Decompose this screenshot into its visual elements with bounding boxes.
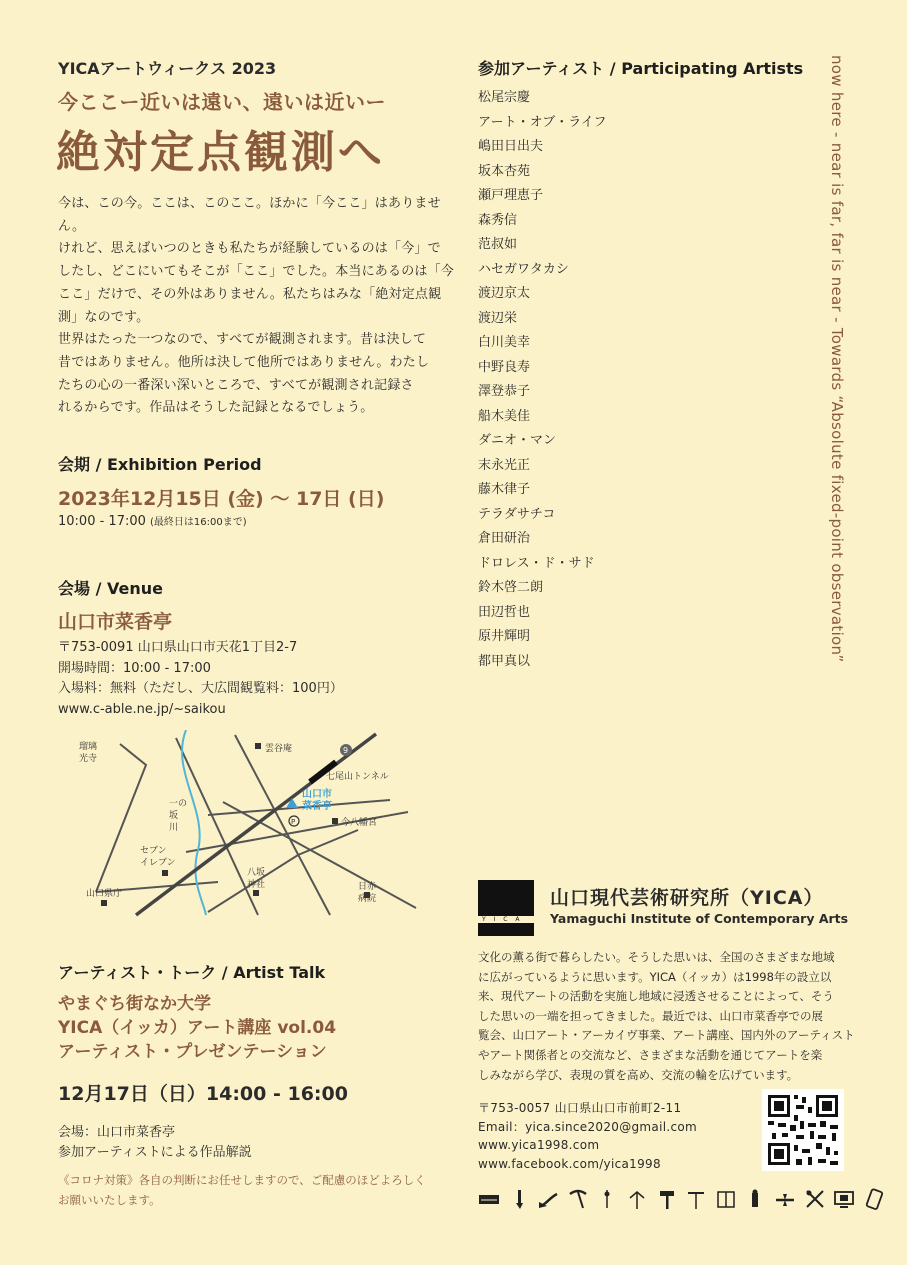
map-label: セブン (140, 846, 167, 856)
map-pin-icon (744, 1188, 766, 1210)
event-title: YICAアートウィークス 2023 (58, 59, 277, 78)
map-label: 一の (169, 799, 188, 809)
map-label: 雲谷庵 (265, 744, 293, 754)
map-label: 瑠璃 (79, 742, 98, 752)
venue-map (58, 730, 418, 920)
hammer-icon (656, 1188, 678, 1210)
org-name-en: Yamaguchi Institute of Contemporary Arts (550, 911, 849, 926)
artist-name: 渡辺京太 (478, 286, 531, 301)
org-website[interactable]: www.yica1998.com (478, 1138, 600, 1152)
artist-name: 松尾宗慶 (478, 90, 531, 105)
main-title: 絶対定点観測へ (56, 127, 385, 178)
about-line: した思いの一端を担ってきました。最近では、山口市菜香亭での展 (478, 1008, 823, 1023)
map-venue-label: 菜香亭 (302, 801, 332, 812)
map-label: 病院 (358, 894, 377, 904)
org-facebook[interactable]: www.facebook.com/yica1998 (478, 1156, 661, 1171)
artist-name: 原井輝明 (478, 629, 531, 644)
about-line: 文化の薫る街で暮らしたい。そうした思いは、全国のさまざまな地域 (478, 950, 835, 964)
talk-datetime: 12月17日（日）14:00 - 16:00 (58, 1083, 348, 1105)
about-line: 覧会、山口アート・アーカイヴ事業、アート講座、国内外のアーティスト (478, 1028, 855, 1043)
intro-text (58, 193, 458, 420)
logo-text: Y I C A (482, 916, 523, 923)
about-line: しみながら学び、表現の質を高め、交流の輪を広げています。 (478, 1067, 799, 1082)
map-label: 神社 (247, 880, 266, 890)
venue-open-hours: 開場時間：10:00 - 17:00 (58, 660, 211, 676)
venue-heading: 会場 / Venue (58, 579, 163, 598)
intro-line: 今は、この今。ここは、このここ。ほかに「今ここ」はありません。 (58, 196, 441, 234)
intro-line: 世界はたった一つなので、すべてが観測されます。昔は決して (58, 332, 427, 348)
about-line: やアート関係者との交流など、さまざまな活動を通じてアートを楽 (478, 1047, 823, 1062)
yica-logo (478, 880, 534, 936)
vertical-tagline: now here - near is far, far is near - Towards “Absolute fixed-point observation” (828, 55, 846, 663)
map-road (96, 744, 146, 892)
trident-icon (626, 1188, 648, 1210)
tablet-icon (478, 1188, 500, 1210)
subtitle: 今ここー近いは遠い、遠いは近いー (58, 90, 386, 114)
trowel-icon (537, 1188, 559, 1210)
intro-line: けれど、思えばいつのときも私たちが経験しているのは「今」で (58, 241, 441, 257)
talk-line: アーティスト・プレゼンテーション (58, 1042, 327, 1062)
phone-icon (863, 1188, 885, 1210)
artist-name: 澤登恭子 (478, 384, 531, 399)
artist-name: 森秀信 (478, 212, 518, 228)
map-label: イレブン (140, 858, 176, 868)
artist-name: 藤木律子 (478, 482, 531, 497)
map-venue-label: 山口市 (302, 789, 332, 800)
map-label: 川 (169, 823, 179, 833)
map-road (223, 802, 416, 908)
artist-name: 范叔如 (478, 237, 518, 252)
pickaxe-icon (567, 1188, 589, 1210)
map-label: 七尾山トンネル (326, 772, 389, 782)
artist-name: 倉田研治 (478, 531, 531, 546)
map-marker (162, 870, 168, 876)
artist-name: ハセガワタカシ (478, 261, 569, 277)
covid-line: お願いいたします。 (58, 1193, 161, 1207)
covid-note (58, 1170, 426, 1210)
hours-note: (最終日は16:00まで) (150, 517, 247, 528)
map-label: 日赤 (358, 882, 377, 892)
parking-label: P (291, 818, 296, 826)
artist-name: ダニオ・マン (478, 433, 557, 448)
period-dates: 2023年12月15日 (金) 〜 17日 (日) (58, 488, 385, 510)
intro-line: たちの心の一番深い深いところで、すべてが観測され記録さ (58, 377, 414, 393)
org-about (478, 948, 858, 1085)
artists-heading: 参加アーティスト / Participating Artists (478, 59, 804, 78)
map-road (208, 800, 390, 815)
intro-line: れるからです。作品はそうした記録となるでしょう。 (58, 400, 374, 416)
artist-name: テラダサチコ (478, 506, 556, 522)
talk-desc: 参加アーティストによる作品解説 (58, 1145, 252, 1160)
map-marker (101, 900, 107, 906)
hours: 10:00 - 17:00 (58, 514, 146, 529)
artist-name: 白川美幸 (478, 335, 531, 350)
intro-line: 昔ではありません。他所は決して他所ではありません。わたし (58, 354, 430, 370)
venue-url[interactable]: www.c-able.ne.jp/~saikou (58, 701, 226, 717)
artist-name: 末永光正 (478, 457, 531, 473)
covid-line: 《コロナ対策》各自の判断にお任せしますので、ご配慮のほどよろしく (58, 1173, 426, 1187)
book-icon (715, 1188, 737, 1210)
artists-list (478, 86, 606, 674)
org-name-ja: 山口現代芸術研究所（YICA） (550, 887, 824, 909)
tool-icons (478, 1188, 887, 1212)
map-marker (253, 890, 259, 896)
artist-name: 坂本杏苑 (478, 163, 531, 179)
venue-address: 〒753-0091 山口県山口市天花1丁目2-7 (58, 640, 298, 655)
org-address: 〒753-0057 山口県山口市前町2-11 (478, 1101, 682, 1115)
venue-details (58, 638, 343, 720)
period-heading: 会期 / Exhibition Period (58, 455, 262, 474)
artist-name: 嶋田日出夫 (478, 139, 544, 154)
intro-line: 測」なのです。 (58, 309, 150, 325)
artist-name: 田辺哲也 (478, 604, 531, 620)
artist-name: 鈴木啓二朗 (478, 580, 544, 595)
artist-name: 中野良寿 (478, 359, 531, 375)
artist-name: ドロレス・ド・サド (478, 555, 595, 571)
talk-title (58, 992, 336, 1064)
map-label: 光寺 (79, 754, 98, 764)
monitor-icon (833, 1188, 855, 1210)
about-line: に広がっているように思います。YICA（イッカ）は1998年の設立以 (478, 969, 832, 984)
pen-nib-icon (596, 1188, 618, 1210)
scissors-icon (804, 1188, 826, 1210)
talk-line: やまぐち街なか大学 (58, 994, 211, 1014)
period-hours (58, 513, 247, 529)
venue-name: 山口市菜香亭 (58, 611, 173, 633)
qr-code-icon[interactable] (762, 1089, 844, 1171)
airplane-icon (774, 1188, 796, 1210)
intro-line: したし、どこにいてもそこが「ここ」でした。本当にあるのは「今 (58, 264, 455, 280)
intro-line: ここ」だけで、その外はありません。私たちはみな「絶対定点観 (58, 286, 442, 302)
map-marker (332, 818, 338, 824)
map-label: 今八幡宮 (341, 818, 378, 828)
org-email[interactable]: Email：yica.since2020@gmail.com (478, 1119, 697, 1134)
brush-icon (508, 1188, 530, 1210)
map-label: 坂 (169, 811, 179, 821)
venue-admission: 入場料：無料（ただし、大広間観覧料：100円） (58, 681, 343, 696)
route-number: 9 (343, 746, 349, 755)
artist-name: 渡辺栄 (478, 310, 518, 326)
artist-name: 船木美佳 (478, 408, 531, 424)
artist-name: 瀬戸理恵子 (478, 188, 544, 203)
talk-details (58, 1123, 252, 1163)
talk-heading: アーティスト・トーク / Artist Talk (58, 963, 326, 982)
map-label: 山口県庁 (86, 889, 123, 899)
talk-place: 会場：山口市菜香亭 (58, 1125, 176, 1140)
map-marker (255, 743, 261, 749)
talk-line: YICA（イッカ）アート講座 vol.04 (58, 1018, 337, 1038)
artist-name: アート・オブ・ライフ (478, 114, 607, 130)
artist-name: 都甲真以 (478, 653, 531, 669)
hoe-icon (685, 1188, 707, 1210)
about-line: 来、現代アートの活動を実施し地域に浸透させることによって、そう (478, 989, 834, 1004)
map-label: 八坂 (247, 868, 266, 878)
org-contact (478, 1099, 697, 1173)
